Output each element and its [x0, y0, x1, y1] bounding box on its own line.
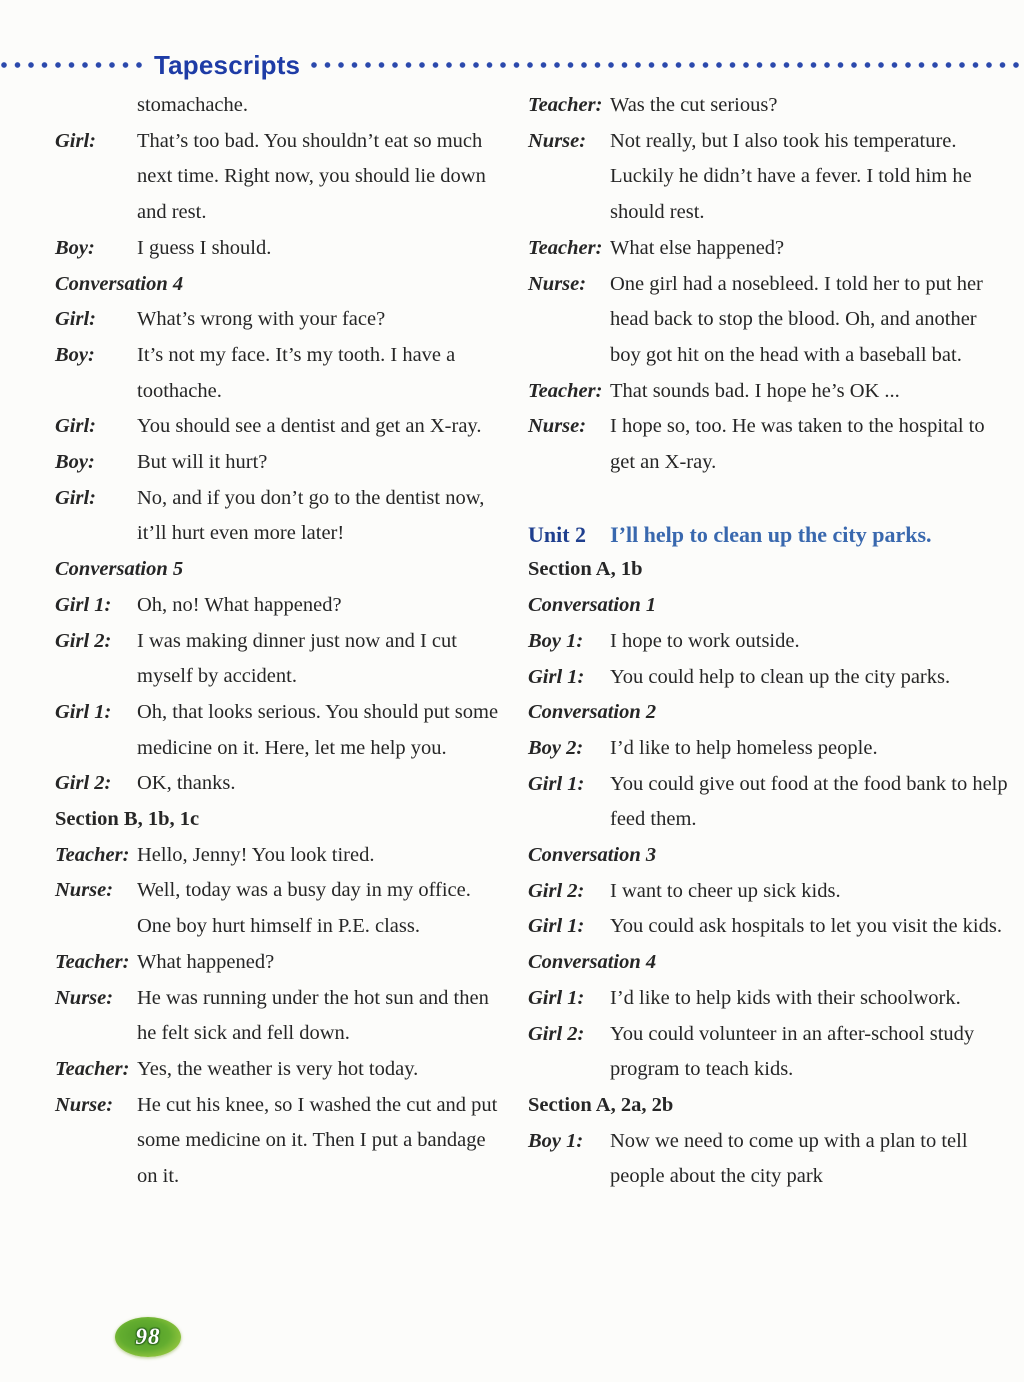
speaker-label: Nurse:	[528, 272, 587, 295]
speaker-label: Nurse:	[528, 415, 587, 438]
dialogue-text: What happened?	[137, 950, 275, 973]
dialogue-row	[55, 409, 507, 445]
conversation-heading: Conversation 4	[55, 272, 184, 295]
speaker-label: Girl 1:	[528, 772, 585, 795]
unit-label: Unit 2	[528, 521, 587, 547]
dialogue-row	[528, 981, 1010, 1017]
dialogue-text: I was making dinner just now and I cut myself by accident.	[137, 629, 457, 688]
speaker-label: Boy:	[55, 236, 95, 259]
speaker-label: Boy 1:	[528, 1129, 584, 1152]
left-column	[55, 88, 507, 1195]
dialogue-text: That sounds bad. I hope he’s OK ...	[610, 379, 900, 402]
dialogue-text: Well, today was a busy day in my office. One boy hurt himself in P.E. class.	[137, 879, 471, 938]
dialogue-text: You could ask hospitals to let you visit the kids.	[610, 915, 1002, 938]
dialogue-text: You could help to clean up the city parks.	[610, 665, 951, 688]
dialogue-text: You should see a dentist and get an X-ray.	[137, 415, 482, 438]
dialogue-text: Not really, but I also took his temperature. Luckily he didn’t have a fever. I told him he should rest.	[610, 129, 972, 224]
dialogue-row	[55, 873, 507, 944]
dialogue-row	[528, 731, 1010, 767]
dialogue-text: That’s too bad. You shouldn’t eat so much next time. Right now, you should lie down and rest.	[137, 129, 486, 224]
speaker-label: Girl 1:	[528, 915, 585, 938]
dialogue-row	[55, 981, 507, 1052]
speaker-label: Girl:	[55, 129, 96, 152]
dialogue-row	[528, 231, 1010, 267]
dialogue-row	[528, 660, 1010, 696]
speaker-label: Boy:	[55, 451, 95, 474]
dialogue-row	[528, 88, 1010, 124]
dialogue-text: I’d like to help kids with their schoolwork.	[610, 986, 961, 1009]
dialogue-row	[55, 231, 507, 267]
dialogue-text: You could give out food at the food bank to help feed them.	[610, 772, 1008, 831]
header-dots-left	[0, 61, 146, 69]
right-column	[528, 88, 1010, 1195]
section-heading: Section A, 2a, 2b	[528, 1093, 674, 1116]
dialogue-row	[55, 338, 507, 409]
dialogue-text: He was running under the hot sun and then he felt sick and fell down.	[137, 986, 489, 1045]
dialogue-row	[528, 267, 1010, 374]
dialogue-row	[528, 1124, 1010, 1195]
dialogue-row	[528, 1017, 1010, 1088]
unit-title: I’ll help to clean up the city parks.	[610, 521, 932, 547]
dialogue-text: Now we need to come up with a plan to tell people about the city park	[610, 1129, 968, 1188]
dialogue-text: I’d like to help homeless people.	[610, 736, 878, 759]
dialogue-text: Oh, that looks serious. You should put some medicine on it. Here, let me help you.	[137, 700, 499, 759]
dialogue-text: Hello, Jenny! You look tired.	[137, 843, 375, 866]
speaker-label: Boy 2:	[528, 736, 584, 759]
spacer	[528, 481, 1010, 517]
speaker-label: Teacher:	[528, 94, 603, 116]
speaker-label: Nurse:	[55, 986, 114, 1009]
speaker-label: Girl:	[55, 486, 96, 509]
dialogue-row	[55, 1088, 507, 1195]
dialogue-row	[55, 766, 507, 802]
speaker-label: Teacher:	[528, 236, 603, 259]
dialogue-row	[55, 624, 507, 695]
dialogue-text: Oh, no! What happened?	[137, 593, 342, 616]
conversation-heading: Conversation 3	[528, 844, 657, 867]
dialogue-row	[528, 409, 1010, 480]
dialogue-text: I guess I should.	[137, 236, 272, 259]
dialogue-row	[528, 124, 1010, 231]
dialogue-row	[55, 1052, 507, 1088]
speaker-label: Nurse:	[55, 879, 114, 902]
dialogue-text: I hope so, too. He was taken to the hospital to get an X-ray.	[610, 415, 985, 474]
page-title: Tapescripts	[154, 49, 301, 80]
dialogue-text: He cut his knee, so I washed the cut and put some medicine on it. Then I put a bandage on it.	[137, 1093, 498, 1188]
dialogue-row	[528, 874, 1010, 910]
dialogue-text: But will it hurt?	[137, 451, 268, 474]
speaker-label: Girl 1:	[528, 665, 585, 688]
conversation-heading: Conversation 4	[528, 951, 657, 974]
speaker-label: Girl 1:	[55, 593, 112, 616]
dialogue-row	[528, 909, 1010, 945]
dialogue-row	[528, 624, 1010, 660]
speaker-label: Teacher:	[528, 379, 603, 402]
dialogue-text: What else happened?	[610, 236, 785, 259]
dialogue-row	[528, 767, 1010, 838]
speaker-label: Boy 1:	[528, 629, 584, 652]
conversation-heading: Conversation 2	[528, 701, 657, 724]
dialogue-text: I hope to work outside.	[610, 629, 800, 652]
tapescripts-header	[0, 48, 1024, 82]
speaker-label: Girl 1:	[55, 700, 112, 723]
dialogue-text: Yes, the weather is very hot today.	[137, 1057, 419, 1080]
page-number-badge	[115, 1317, 181, 1357]
speaker-label: Teacher:	[55, 1057, 130, 1080]
speaker-label: Girl 1:	[528, 986, 585, 1009]
unit-heading	[528, 517, 1010, 553]
speaker-label: Girl 2:	[55, 629, 112, 652]
speaker-label	[55, 88, 137, 124]
dialogue-row	[55, 302, 507, 338]
speaker-label: Girl 2:	[528, 1022, 585, 1045]
dialogue-text: stomachache.	[137, 94, 248, 116]
dialogue-row	[55, 124, 507, 231]
dialogue-text: I want to cheer up sick kids.	[610, 879, 841, 902]
speaker-label: Girl:	[55, 308, 96, 331]
speaker-label: Teacher:	[55, 950, 130, 973]
dialogue-text: OK, thanks.	[137, 772, 236, 795]
conversation-heading: Conversation 1	[528, 594, 657, 617]
conversation-heading: Conversation 5	[55, 558, 184, 581]
section-heading: Section B, 1b, 1c	[55, 808, 200, 831]
dialogue-text: Was the cut serious?	[610, 94, 778, 116]
speaker-label: Girl 2:	[55, 772, 112, 795]
dialogue-text: You could volunteer in an after-school study program to teach kids.	[610, 1022, 975, 1081]
continuation-row	[55, 88, 507, 124]
dialogue-text: One girl had a nosebleed. I told her to put her head back to stop the blood. Oh, and another boy got hit on the head with a baseball bat.	[610, 272, 983, 366]
dialogue-row	[55, 945, 507, 981]
header-dots-right	[310, 61, 1024, 69]
speaker-label: Girl 2:	[528, 879, 585, 902]
dialogue-row	[55, 481, 507, 552]
dialogue-text: What’s wrong with your face?	[137, 308, 386, 331]
dialogue-row	[55, 695, 507, 766]
speaker-label: Boy:	[55, 343, 95, 366]
dialogue-row	[55, 445, 507, 481]
dialogue-text: No, and if you don’t go to the dentist now, it’ll hurt even more later!	[137, 486, 485, 545]
dialogue-row	[528, 374, 1010, 410]
speaker-label: Nurse:	[528, 129, 587, 152]
speaker-label: Teacher:	[55, 843, 130, 866]
speaker-label: Nurse:	[55, 1093, 114, 1116]
dialogue-row	[55, 838, 507, 874]
dialogue-text: It’s not my face. It’s my tooth. I have a toothache.	[137, 343, 456, 402]
page-number: 98	[135, 1324, 161, 1349]
dialogue-row	[55, 588, 507, 624]
section-heading: Section A, 1b	[528, 558, 643, 581]
speaker-label: Girl:	[55, 415, 96, 438]
